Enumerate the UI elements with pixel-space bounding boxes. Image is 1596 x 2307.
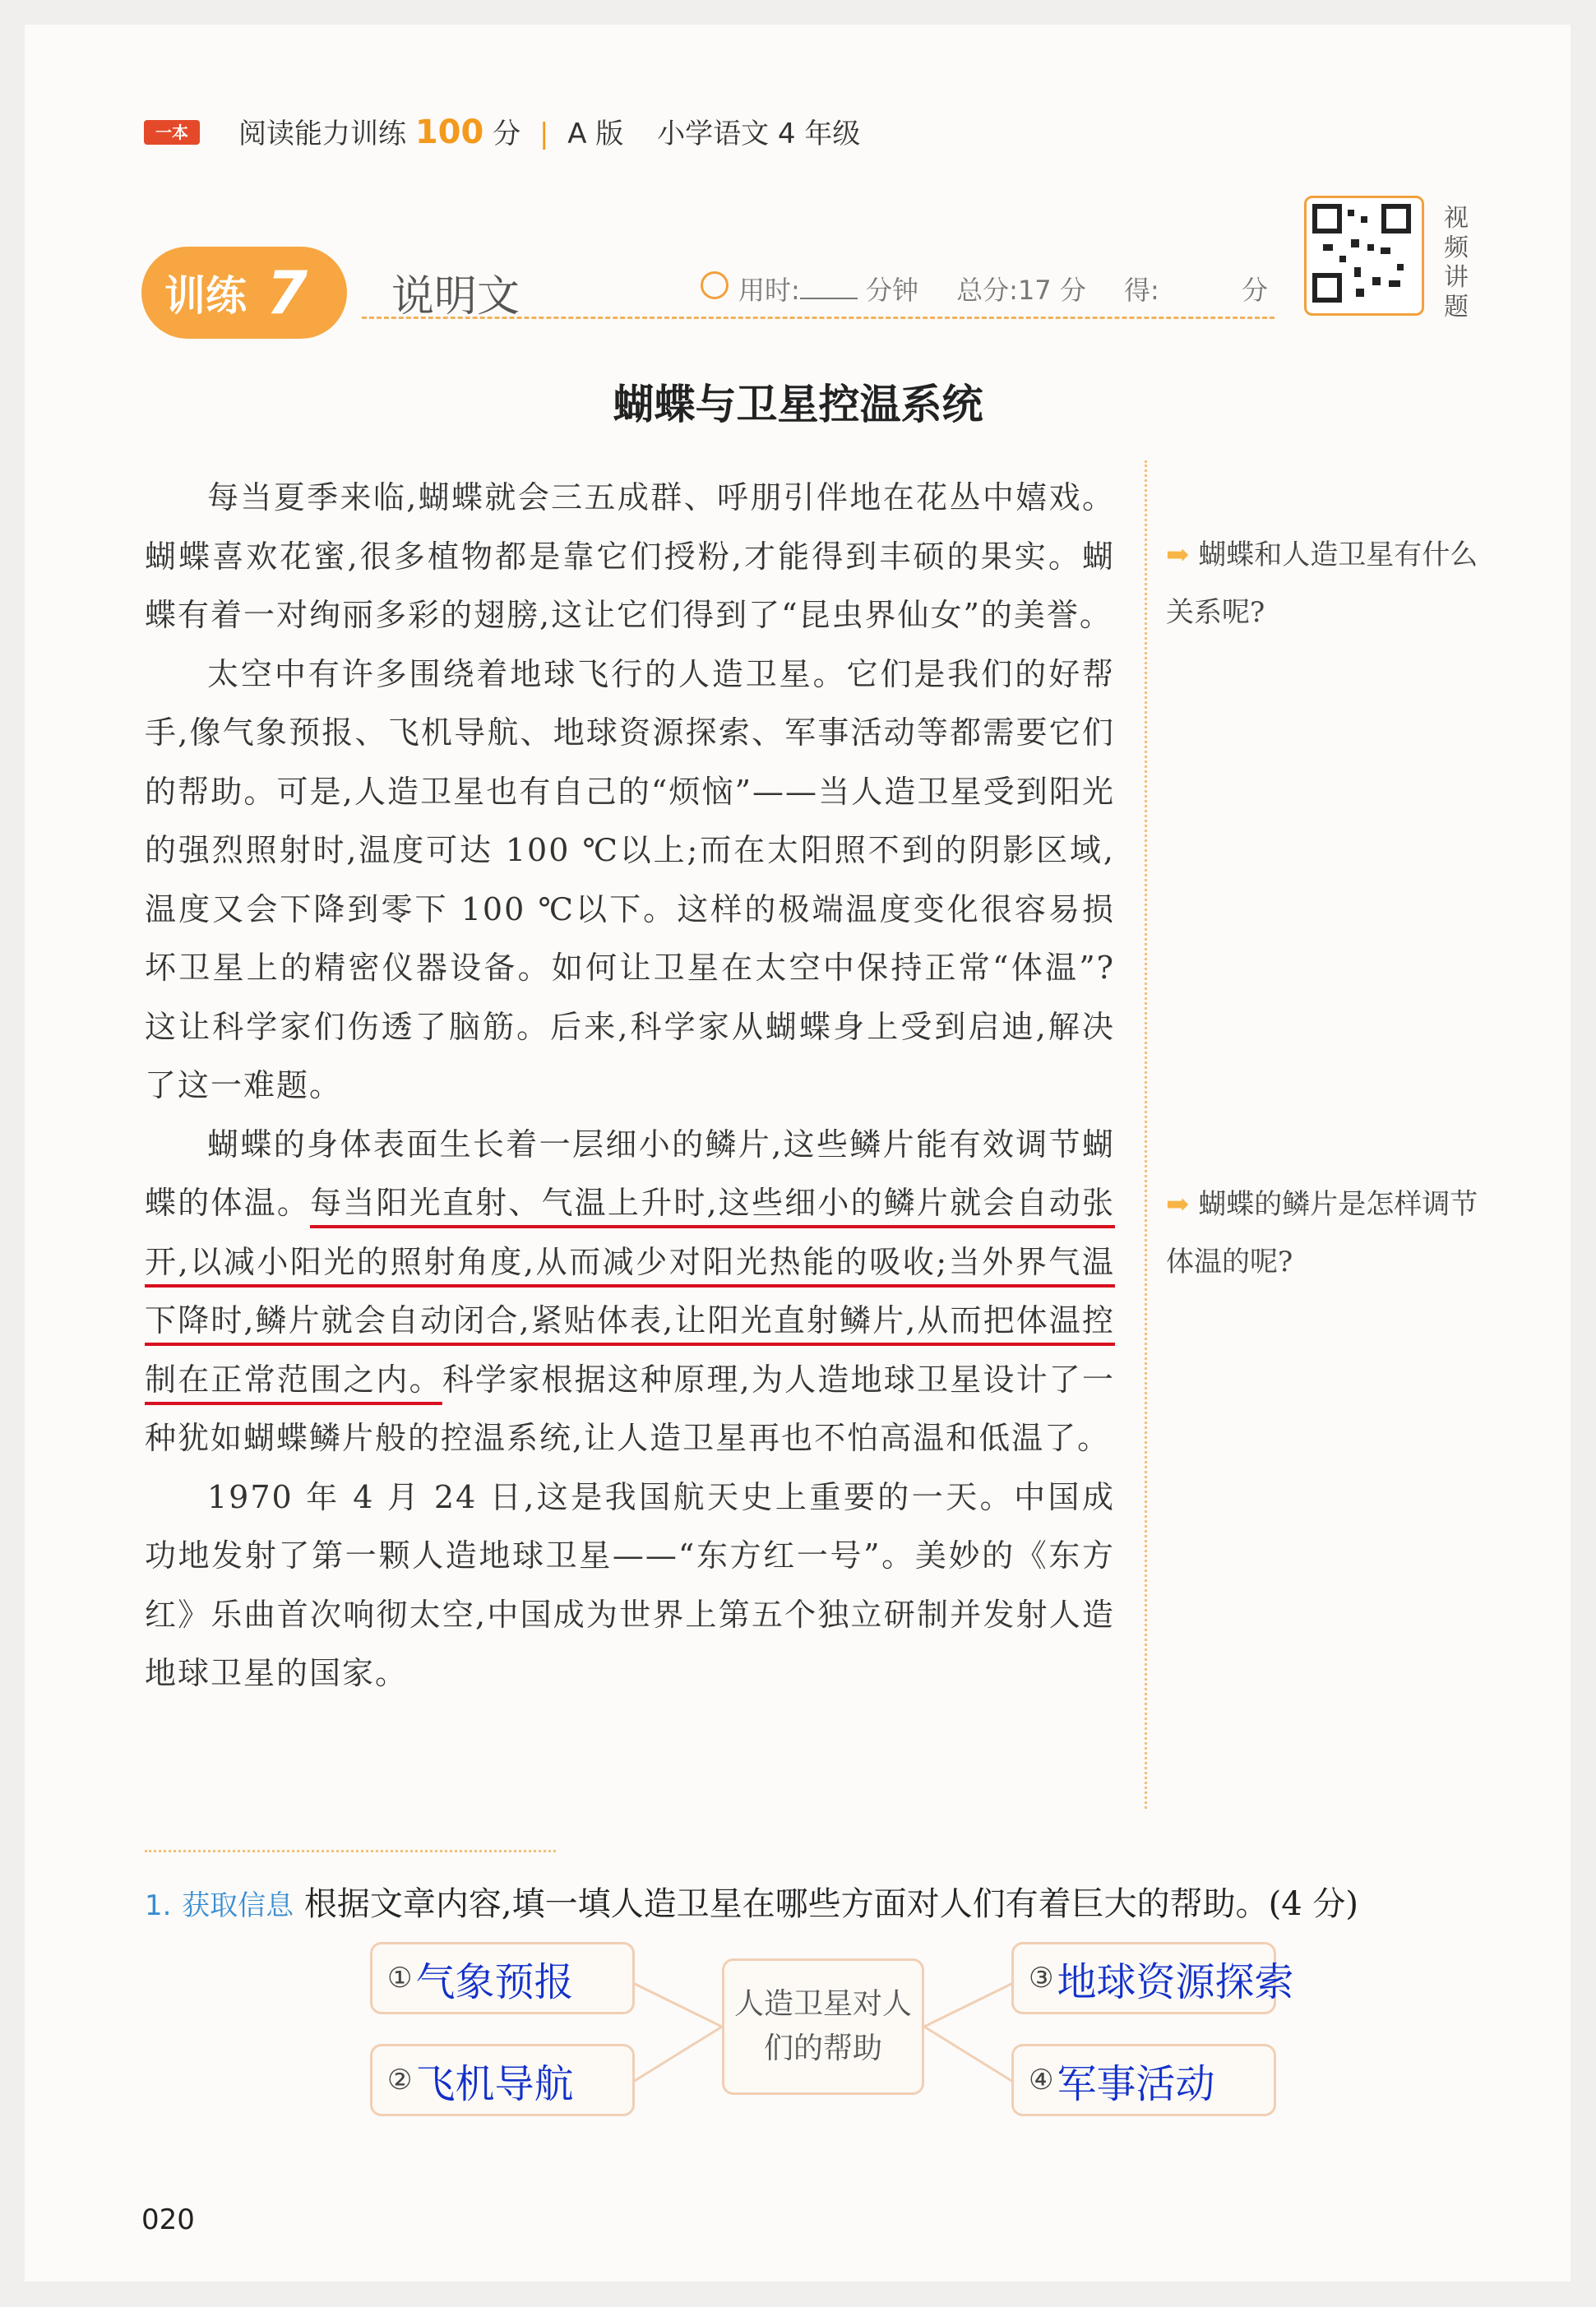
lesson-genre: 说明文	[391, 272, 520, 321]
underlined-passage: 每当阳光直射、气温上升时,这些细小的鳞片就会自动张开,以减小阳光的照射角度,从而减少对阳光热能的吸收;当外界气温下降时,鳞片就会自动闭合,紧贴体表,让阳光直射鳞片,从而把体温控制在正常范围之内。	[145, 1185, 1115, 1398]
answer-4: 军事活动	[1057, 2060, 1215, 2107]
question-number: 1.	[145, 1889, 172, 1922]
paragraph-3-end: 科学家根据这种原理,为人造地球卫星设计了一种犹如蝴蝶鳞片般的控温系统,让人造卫星再也不怕高温和低温了。	[145, 1361, 1115, 1456]
total-score: 总分:17 分	[956, 275, 1086, 306]
answer-box-4[interactable]	[1011, 2044, 1276, 2116]
paragraph-3-start: 蝴蝶的身体表面生长着一层细小的鳞片,这些鳞片能有效调节蝴蝶的体温。	[145, 1126, 1115, 1221]
book-title-number: 100	[414, 113, 484, 151]
paragraph-4: 1970 年 4 月 24 日,这是我国航天史上重要的一天。中国成功地发射了第一颗人造地球卫星——“东方红一号”。美妙的《东方红》乐曲首次响彻太空,中国成为世界上第五个独立研制并发射人造地球卫星的国家。	[145, 1478, 1115, 1691]
time-unit: 分钟	[865, 275, 918, 306]
lesson-number: 7	[266, 258, 308, 327]
edition: A 版	[567, 118, 624, 150]
answer-3-marker: ③	[1029, 1962, 1054, 1995]
question-tag: 获取信息	[182, 1889, 294, 1922]
page-number: 020	[141, 2203, 195, 2236]
arrow-icon: ➡	[1166, 539, 1190, 571]
subject-grade: 小学语文 4 年级	[657, 118, 861, 150]
answer-2-marker: ②	[387, 2064, 413, 2097]
answer-1-marker: ①	[387, 1962, 413, 1995]
book-title-suffix: 分	[493, 118, 521, 150]
paragraph-2: 太空中有许多围绕着地球飞行的人造卫星。它们是我们的好帮手,像气象预报、飞机导航、地球资源探索、军事活动等都需要它们的帮助。可是,人造卫星也有自己的“烦恼”——当人造卫星受到阳光的强烈照射时,温度可达 100 ℃以上;而在太阳照不到的阴影区域,温度又会下降到零下 100 ℃以下。这样的极端温度变化很容易损坏卫星上的精密仪器设备。如何让卫星在太空中保持正常“体温”?这让科学家们伤透了脑筋。后来,科学家从蝴蝶身上受到启迪,解决了这一难题。	[145, 655, 1115, 1103]
center-topic: 人造卫星对人们的帮助	[722, 1958, 924, 2095]
side-note-2-text: 蝴蝶的鳞片是怎样调节体温的呢?	[1166, 1188, 1478, 1278]
answer-1: 气象预报	[415, 1958, 574, 2005]
side-note-1-text: 蝴蝶和人造卫星有什么关系呢?	[1166, 539, 1478, 629]
paragraph-1: 每当夏季来临,蝴蝶就会三五成群、呼朋引伴地在花丛中嬉戏。蝴蝶喜欢花蜜,很多植物都是靠它们授粉,才能得到丰硕的果实。蝴蝶有着一对绚丽多彩的翅膀,这让它们得到了“昆虫界仙女”的美誉。	[145, 479, 1115, 633]
score-label: 得:	[1124, 275, 1159, 306]
book-title-prefix: 阅读能力训练	[238, 118, 406, 150]
answer-box-2[interactable]	[370, 2044, 635, 2116]
arrow-icon: ➡	[1166, 1188, 1190, 1221]
lesson-label: 训练	[164, 272, 247, 320]
header-separator: |	[539, 118, 549, 150]
score-unit: 分	[1241, 275, 1268, 306]
question-text: 根据文章内容,填一填人造卫星在哪些方面对人们有着巨大的帮助。(4 分)	[303, 1885, 1358, 1923]
article-title: 蝴蝶与卫星控温系统	[613, 380, 983, 428]
video-label: 视频讲题	[1444, 204, 1469, 321]
time-label: 用时:	[738, 275, 800, 306]
answer-2: 飞机导航	[415, 2060, 574, 2107]
answer-box-1[interactable]	[370, 1942, 635, 2014]
answer-4-marker: ④	[1029, 2064, 1054, 2097]
brand-logo: 一本	[144, 120, 200, 145]
answer-3: 地球资源探索	[1057, 1958, 1294, 2005]
answer-box-3[interactable]	[1011, 1942, 1294, 2014]
